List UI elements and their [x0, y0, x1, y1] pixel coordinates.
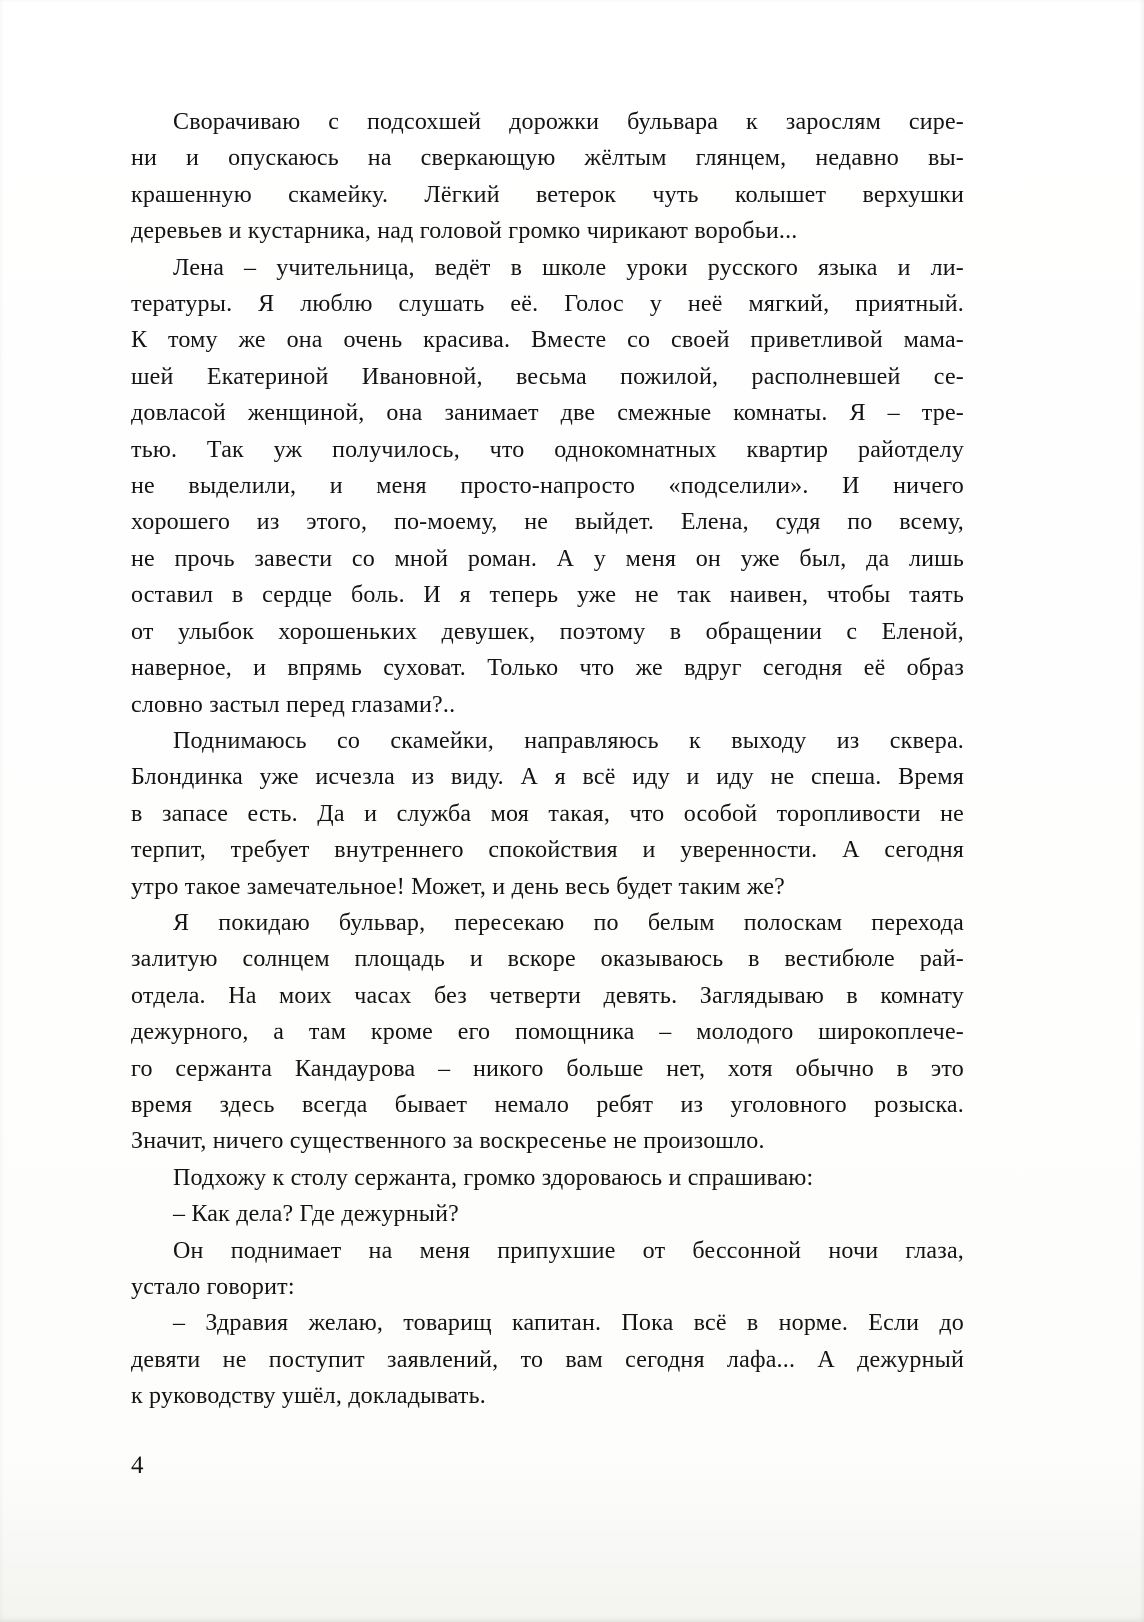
text-line: Блондинка уже исчезла из виду. А я всё иду и иду не спеша. Время	[131, 764, 964, 791]
text-line: Я покидаю бульвар, пересекаю по белым полоскам перехода	[173, 909, 964, 936]
text-line: – Здравия желаю, товарищ капитан. Пока всё в норме. Если до	[173, 1310, 964, 1337]
text-line: не выделили, и меня просто-напросто «подселили». И ничего	[131, 473, 964, 500]
text-line: не прочь завести со мной роман. А у меня он уже был, да лишь	[131, 545, 964, 572]
text-line: довласой женщиной, она занимает две смежные комнаты. Я – тре-	[131, 400, 964, 427]
text-line: К тому же она очень красива. Вместе со своей приветливой мама-	[131, 327, 964, 354]
text-line: утро такое замечательное! Может, и день весь будет таким же?	[131, 873, 786, 900]
text-line: Значит, ничего существенного за воскресенье не произошло.	[131, 1128, 765, 1155]
text-line: отдела. На моих часах без четверти девять. Заглядываю в комнату	[131, 982, 964, 1009]
text-line: Сворачиваю с подсохшей дорожки бульвара к зарослям сире-	[173, 109, 964, 135]
text-line: ни и опускаюсь на сверкающую жёлтым глянцем, недавно вы-	[131, 145, 964, 172]
text-line: тературы. Я люблю слушать её. Голос у неё мягкий, приятный.	[131, 291, 964, 318]
text-line: Подхожу к столу сержанта, громко здороваюсь и спрашиваю:	[173, 1164, 814, 1191]
text-line: крашенную скамейку. Лёгкий ветерок чуть колышет верхушки	[131, 181, 964, 208]
text-line: терпит, требует внутреннего спокойствия и уверенности. А сегодня	[131, 837, 964, 864]
text-line: залитую солнцем площадь и вскоре оказываюсь в вестибюле рай-	[131, 946, 964, 973]
text-line: наверное, и впрямь суховат. Только что же вдруг сегодня её образ	[131, 655, 964, 682]
text-line: хорошего из этого, по-моему, не выйдет. Елена, судя по всему,	[131, 509, 964, 536]
text-line: шей Екатериной Ивановной, весьма пожилой, располневшей се-	[131, 363, 964, 390]
text-line: время здесь всегда бывает немало ребят из уголовного розыска.	[131, 1091, 964, 1118]
text-line: девяти не поступит заявлений, то вам сегодня лафа... А дежурный	[131, 1346, 964, 1373]
text-block	[131, 104, 964, 1415]
text-line: устало говорит:	[131, 1274, 295, 1300]
text-line: от улыбок хорошеньких девушек, поэтому в обращении с Еленой,	[131, 618, 964, 645]
text-line: оставил в сердце боль. И я теперь уже не так наивен, чтобы таять	[131, 582, 964, 609]
text-line: Лена – учительница, ведёт в школе уроки русского языка и ли-	[173, 254, 964, 281]
text-line: Поднимаюсь со скамейки, направляюсь к выходу из сквера.	[173, 727, 964, 754]
text-line: деревьев и кустарника, над головой громко чирикают воробьи...	[131, 218, 798, 245]
text-line: в запасе есть. Да и служба моя такая, что особой торопливости не	[131, 800, 964, 827]
text-line: – Как дела? Где дежурный?	[173, 1201, 459, 1228]
page-number: 4	[131, 1452, 144, 1479]
text-line: словно застыл перед глазами?..	[131, 691, 456, 718]
text-line: Он поднимает на меня припухшие от бессонной ночи глаза,	[173, 1237, 964, 1264]
text-line: дежурного, а там кроме его помощника – молодого широкоплече-	[131, 1019, 964, 1046]
text-line: го сержанта Кандаурова – никого больше нет, хотя обычно в это	[131, 1055, 964, 1082]
text-line: к руководству ушёл, докладывать.	[131, 1383, 486, 1410]
text-line: тью. Так уж получилось, что однокомнатных квартир райотделу	[131, 436, 964, 463]
